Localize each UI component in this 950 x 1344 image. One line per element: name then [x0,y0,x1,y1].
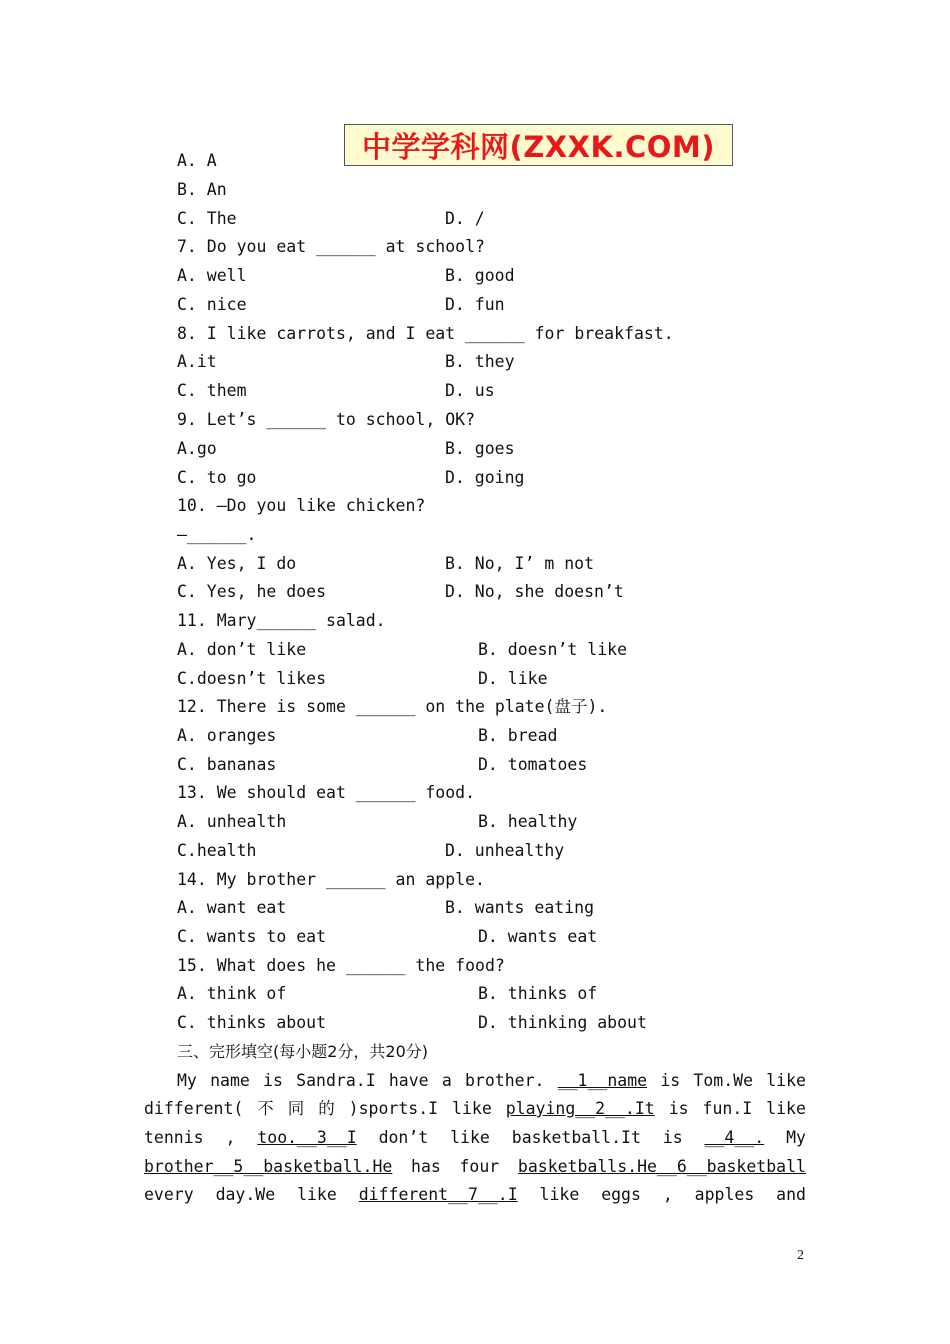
passage-word: , [662,1185,673,1204]
passage-word: Tom.We [693,1071,754,1090]
passage-word: day.We [215,1185,276,1204]
passage-word: apples [694,1185,755,1204]
section-heading: 三、完形填空(每小题2分，共20分) [177,1042,429,1061]
passage-word: four [459,1157,500,1176]
passage-word: have [388,1071,429,1090]
passage-word: like [452,1099,492,1118]
blank-3: too.__3__I [257,1128,357,1147]
option-c: C. Yes, he does [177,582,327,601]
passage-word: different( [144,1099,244,1118]
blank-1: __1__name [557,1071,648,1090]
question-stem: 10. —Do you like chicken? [177,496,426,515]
option-b: B. thinks of [478,984,598,1003]
option-d: D. like [478,669,548,688]
option-a: A. A [177,151,217,170]
option-b: B. doesn’t like [478,640,628,659]
option-b: B. goes [445,439,515,458]
passage-word: basketball.It [511,1128,641,1147]
question-stem: 15. What does he ______ the food? [177,956,505,975]
option-c: C. wants to eat [177,927,327,946]
option-a: A. want eat [177,898,287,917]
blank-6: basketballs.He__6__basketball [517,1157,806,1176]
option-c: C. thinks about [177,1013,327,1032]
option-a: A. unhealth [177,812,287,831]
passage-word: like [297,1185,337,1204]
option-c: C. nice [177,295,247,314]
passage-word: is [668,1099,689,1118]
option-c: C. them [177,381,247,400]
question-stem: 7. Do you eat ______ at school? [177,237,485,256]
page-number: 2 [797,1248,804,1263]
option-d: D. / [445,209,485,228]
passage-word: )sports.I [348,1099,439,1118]
option-d: D. thinking about [478,1013,647,1032]
option-a: A. well [177,266,247,285]
option-a: A.go [177,439,217,458]
passage-line [144,1157,806,1177]
question-stem: 12. There is some ______ on the plate(盘子). [177,697,608,716]
option-b: B. healthy [478,812,578,831]
passage-word: My [786,1128,806,1147]
blank-5: brother__5__basketball.He [144,1157,393,1176]
passage-word: a [441,1071,452,1090]
option-d: D. fun [445,295,505,314]
passage-word: 的 [318,1099,335,1118]
option-b: B. An [177,180,227,199]
question-stem: 11. Mary______ salad. [177,611,386,630]
question-stem: 8. I like carrots, and I eat ______ for breakfast. [177,324,674,343]
blank-7: different__7__.I [358,1185,518,1204]
option-b: B. they [445,352,515,371]
passage-line [144,1099,806,1119]
passage-word: don’t [378,1128,429,1147]
option-a: A. oranges [177,726,277,745]
option-b: B. wants eating [445,898,595,917]
passage-word: is [263,1071,283,1090]
option-d: D. going [445,468,525,487]
passage-word: brother. [464,1071,545,1090]
option-c: C. to go [177,468,257,487]
passage-line [144,1185,806,1205]
option-c: C.doesn’t likes [177,669,327,688]
passage-word: 不 [257,1099,274,1118]
passage-word: My [177,1071,197,1090]
passage-word: like [766,1071,806,1090]
passage-word: fun.I [702,1099,753,1118]
option-d: D. unhealthy [445,841,565,860]
question-stem: 13. We should eat ______ food. [177,783,476,802]
option-a: A. think of [177,984,287,1003]
passage-word: like [766,1099,806,1118]
passage-word: like [450,1128,490,1147]
passage-word: is [660,1071,681,1090]
option-b: B. bread [478,726,558,745]
option-d: D. tomatoes [478,755,588,774]
site-logo: 中学学科网(ZXXK.COM) [344,124,733,166]
option-a: A. Yes, I do [177,554,297,573]
option-a: A. don’t like [177,640,307,659]
option-c: C.health [177,841,257,860]
option-a: A.it [177,352,217,371]
passage-word: every [144,1185,194,1204]
passage-word: eggs [601,1185,641,1204]
passage-line [177,1071,806,1091]
option-c: C. The [177,209,237,228]
option-b: B. good [445,266,515,285]
question-stem: 14. My brother ______ an apple. [177,870,485,889]
passage-word: tennis [144,1128,204,1147]
passage-word: like [539,1185,580,1204]
passage-line [144,1128,806,1148]
option-d: D. No, she doesn’t [445,582,624,601]
option-b: B. No, I’ m not [445,554,595,573]
question-stem: 9. Let’s ______ to school, OK? [177,410,476,429]
passage-word: and [776,1185,806,1204]
passage-word: , [225,1128,236,1147]
passage-word: has [411,1157,441,1176]
passage-word: Sandra.I [296,1071,376,1090]
blank-4: __4__. [704,1128,765,1147]
passage-word: 同 [287,1099,305,1118]
blank-2: playing__2__.It [505,1099,655,1118]
answer-blank: —______. [177,525,257,544]
option-d: D. wants eat [478,927,598,946]
passage-word: is [662,1128,683,1147]
passage-word: name [210,1071,250,1090]
option-c: C. bananas [177,755,277,774]
option-d: D. us [445,381,495,400]
